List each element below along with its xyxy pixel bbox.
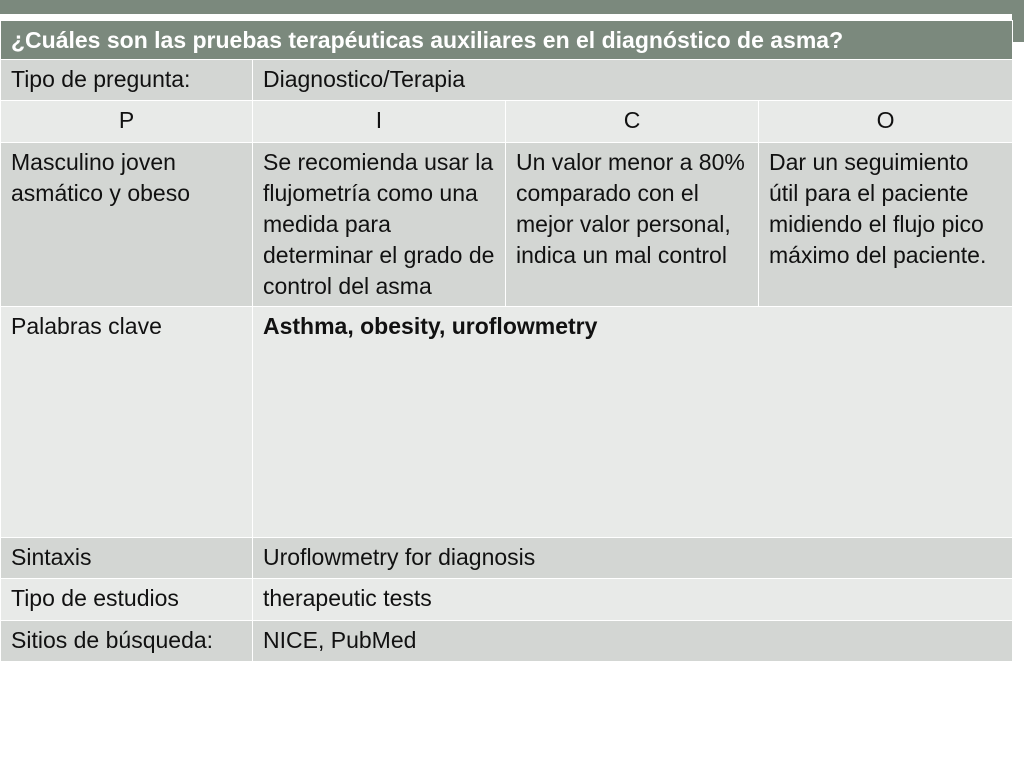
pico-header-c: C	[506, 101, 759, 143]
pico-values-row	[1, 143, 1013, 307]
pico-value-c: Un valor menor a 80% comparado con el mejor valor personal, indica un mal control	[506, 143, 759, 307]
top-decorative-band	[0, 0, 1024, 14]
question-type-value: Diagnostico/Terapia	[253, 60, 1013, 101]
pico-value-i: Se recomienda usar la flujometría como una medida para determinar el grado de control del asma	[253, 143, 506, 307]
pico-value-p: Masculino joven asmático y obeso	[1, 143, 253, 307]
study-type-value: therapeutic tests	[253, 579, 1013, 621]
table-header-row	[1, 21, 1013, 60]
pico-value-o: Dar un seguimiento útil para el paciente midiendo el flujo pico máximo del paciente.	[759, 143, 1013, 307]
keywords-row	[1, 307, 1013, 538]
pico-header-row	[1, 101, 1013, 143]
question-type-row	[1, 60, 1013, 101]
study-type-row	[1, 579, 1013, 621]
study-type-label: Tipo de estudios	[1, 579, 253, 621]
question-type-label: Tipo de pregunta:	[1, 60, 253, 101]
pico-table	[0, 20, 1013, 662]
keywords-label: Palabras clave	[1, 307, 253, 538]
search-sites-row	[1, 621, 1013, 662]
syntax-value: Uroflowmetry for diagnosis	[253, 538, 1013, 579]
pico-header-i: I	[253, 101, 506, 143]
side-decorative-band	[1012, 0, 1024, 42]
search-sites-label: Sitios de búsqueda:	[1, 621, 253, 662]
pico-header-p: P	[1, 101, 253, 143]
search-sites-value: NICE, PubMed	[253, 621, 1013, 662]
syntax-row	[1, 538, 1013, 579]
syntax-label: Sintaxis	[1, 538, 253, 579]
table-title: ¿Cuáles son las pruebas terapéuticas auxiliares en el diagnóstico de asma?	[1, 21, 1013, 60]
pico-header-o: O	[759, 101, 1013, 143]
keywords-value: Asthma, obesity, uroflowmetry	[253, 307, 1013, 538]
